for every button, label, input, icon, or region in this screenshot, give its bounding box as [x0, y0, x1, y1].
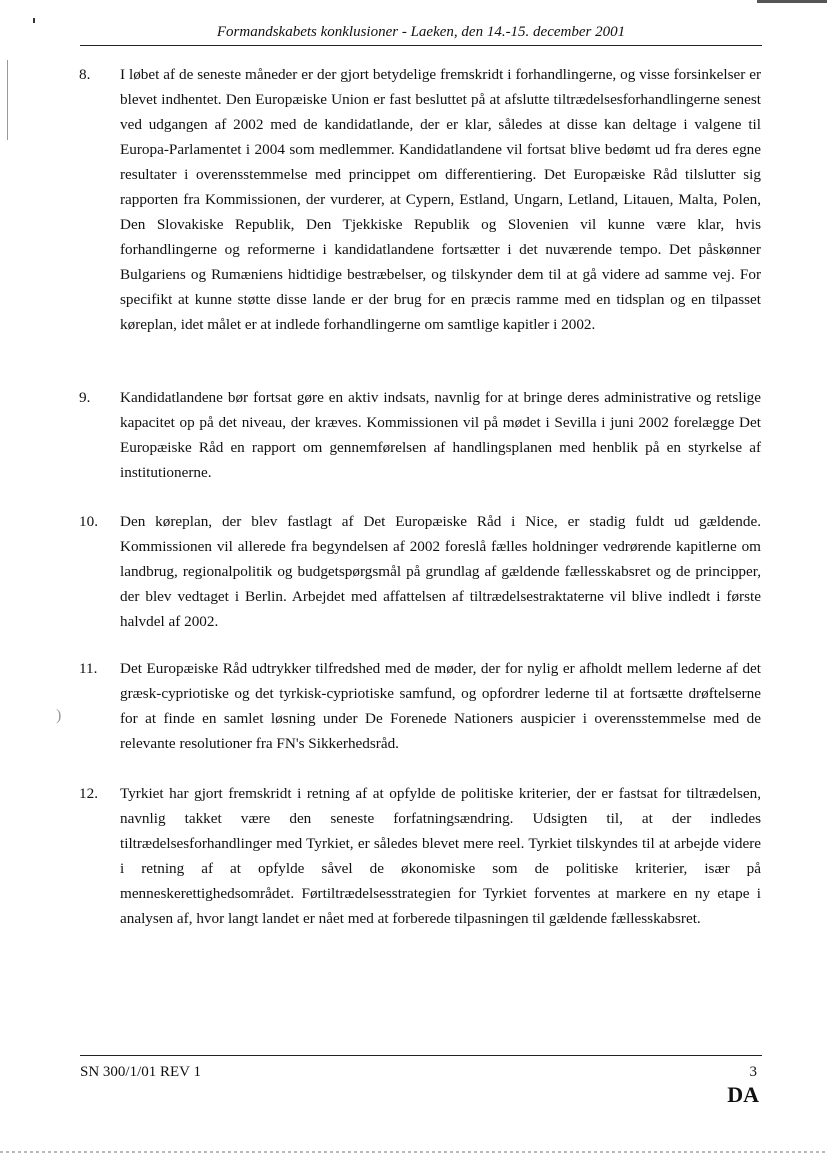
paragraph-12: [79, 781, 761, 931]
paragraph-text: Kandidatlandene bør fortsat gøre en aktiv indsats, navnlig for at bringe deres administrative og retslige kapacitet op på det niveau, der kræves. Kommissionen vil på mødet i Sevilla i juni 2002 forelægge Det Europæiske Råd en rapport om gennemførelsen af handlingsplanen med henblik på en styrkelse af institutionerne.: [120, 389, 761, 481]
language-code: DA: [727, 1082, 759, 1107]
paragraph-text: Det Europæiske Råd udtrykker tilfredshed med de møder, der for nylig er afholdt mellem lederne af det græsk-cypriotiske og det tyrkisk-cypriotiske samfund, og opfordrer lederne til at fortsætte drøftelserne for at finde en samlet løsning under De Forenede Nationers auspicier i overensstemmelse med de relevante resolutioner fra FN's Sikkerhedsråd.: [120, 660, 761, 752]
paragraph-8: [79, 62, 761, 337]
scan-artifact-bracket: ): [56, 707, 62, 724]
scan-artifact-bottom: [0, 1151, 827, 1153]
scan-artifact-top: [757, 0, 827, 3]
page-number: 3: [749, 1064, 757, 1080]
paragraph-number: 10.: [79, 513, 98, 530]
paragraph-number: 12.: [79, 785, 98, 802]
paragraph-number: 9.: [79, 389, 91, 406]
scan-artifact-left-line: [7, 60, 8, 140]
scan-artifact-dot: [33, 18, 35, 23]
paragraph-text: I løbet af de seneste måneder er der gjort betydelige fremskridt i forhandlingerne, og visse forsinkelser er blevet indhentet. Den Europæiske Union er fast besluttet på at afslutte tiltrædelsesforhandlingerne senest ved udgangen af 2002 med de kandidatlande, der er klar, således at disse kan deltage i valgene til Europa-Parlamentet i 2004 som medlemmer. Kandidatlandene vil fortsat blive bedømt ud fra deres egne resultater i overensstemmelse med princippet om differentiering. Det Europæiske Råd tilslutter sig rapporten fra Kommissionen, der vurderer, at Cypern, Estland, Ungarn, Letland, Litauen, Malta, Polen, Den Slovakiske Republik, Den Tjekkiske Republik og Slovenien vil kunne være klar, hvis forhandlingerne og reformerne i kandidatlandene fortsætter i det nuværende tempo. Det påskønner Bulgariens og Rumæniens hidtidige bestræbelser, og tilskynder dem til at gå videre ad samme vej. For specifikt at kunne støtte disse lande er der brug for en præcis ramme med en tidsplan og en tilpasset køreplan, idet målet er at indlede forhandlingerne om samtlige kapitler i 2002.: [120, 66, 761, 333]
paragraph-text: Tyrkiet har gjort fremskridt i retning af at opfylde de politiske kriterier, der er fastsat for tiltrædelsen, navnlig takket være den seneste forfatningsændring. Udsigten til, at der indledes tiltrædelsesforhandlinger med Tyrkiet, er således blevet mere reel. Tyrkiet tilskyndes til at arbejde videre i retning af at opfylde såvel de økonomiske som de politiske kriterier, især på menneskerettighedsområdet. Førtiltrædelsesstrategien for Tyrkiet forventes at markere en ny etape i analysen af, hvor langt landet er nået med at forberede tilpasningen til gældende fællesskabsret.: [120, 785, 761, 927]
paragraph-10: [79, 509, 761, 634]
paragraph-9: [79, 385, 761, 485]
paragraph-number: 11.: [79, 660, 98, 677]
header-divider: [80, 45, 762, 46]
paragraph-number: 8.: [79, 66, 91, 83]
document-reference: SN 300/1/01 REV 1: [80, 1064, 201, 1080]
paragraph-11: [79, 656, 761, 756]
footer-divider: [80, 1055, 762, 1056]
page-header-title: Formandskabets konklusioner - Laeken, den 14.-15. december 2001: [216, 24, 626, 40]
paragraph-text: Den køreplan, der blev fastlagt af Det Europæiske Råd i Nice, er stadig fuldt ud gældende. Kommissionen vil allerede fra begyndelsen af 2002 foreslå fælles holdninger vedrørende kapitlerne om landbrug, regionalpolitik og budgetspørgsmål på grundlag af gældende fællesskabsret og de principper, der blev vedtaget i Berlin. Arbejdet med affattelsen af tiltrædelsestraktaterne vil blive indledt i første halvdel af 2002.: [120, 513, 761, 630]
